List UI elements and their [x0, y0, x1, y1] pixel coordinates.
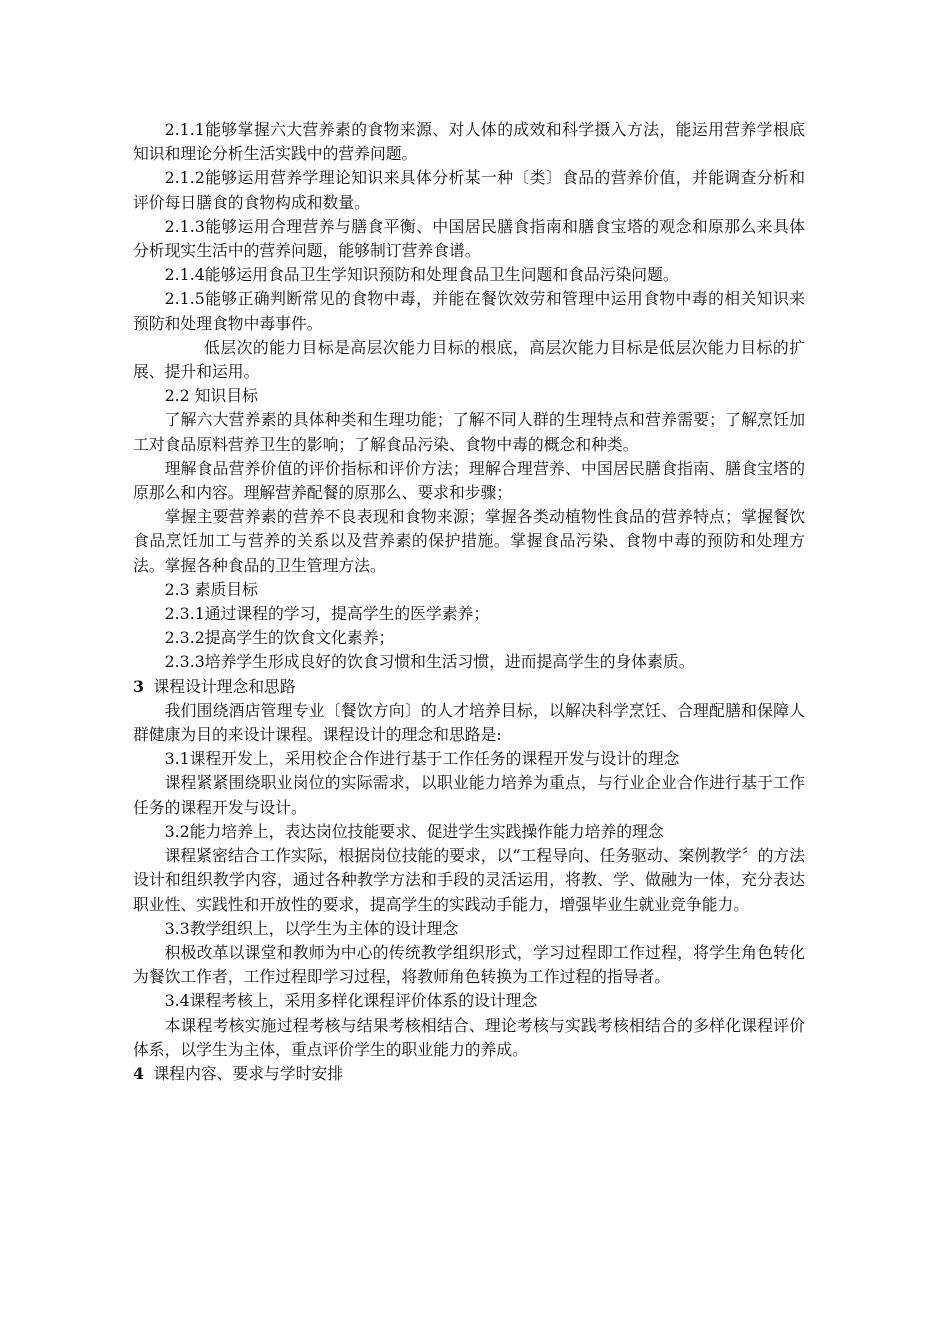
paragraph: 课程紧密结合工作实际，根据岗位技能的要求，以“工程导向、任务驱动、案例教学〞的方法设计和组织教学内容，通过各种教学方法和手段的灵活运用，将教、学、做融为一体，充分表达职业性、实践性和开放性的要求，提高学生的实践动手能力，增强毕业生就业竞争能力。 — [133, 846, 805, 914]
heading-section-4 — [133, 1062, 805, 1086]
paragraph: 3.2能力培养上，表达岗位技能要求、促进学生实践操作能力培养的理念 — [164, 821, 664, 841]
paragraph: 2.3.1通过课程的学习，提高学生的医学素养； — [164, 604, 490, 624]
paragraph: 理解食品营养价值的评价指标和评价方法；理解合理营养、中国居民膳食指南、膳食宝塔的原那么和内容。理解营养配餐的原那么、要求和步骤； — [133, 458, 805, 503]
paragraph: 2.2 知识目标 — [164, 386, 258, 406]
paragraph: 课程紧紧围绕职业岗位的实际需求，以职业能力培养为重点，与行业企业合作进行基于工作任务的课程开发与设计。 — [133, 773, 805, 817]
paragraph: 3.3教学组织上，以学生为主体的设计理念 — [164, 918, 459, 938]
heading-number: 4 — [133, 1063, 144, 1083]
paragraph: 2.3 素质目标 — [164, 579, 258, 599]
heading-text: 课程内容、要求与学时安排 — [153, 1063, 344, 1083]
document-page — [133, 118, 805, 1086]
heading-section-3 — [133, 675, 805, 699]
paragraph: 3.4课程考核上，采用多样化课程评价体系的设计理念 — [164, 991, 538, 1011]
paragraph: 2.1.1能够掌握六大营养素的食物来源、对人体的成效和科学摄入方法，能运用营养学根底知识和理论分析生活实践中的营养问题。 — [133, 120, 805, 164]
section-3-body — [133, 699, 805, 1062]
paragraph: 积极改革以课堂和教师为中心的传统教学组织形式，学习过程即工作过程，将学生角色转化为餐饮工作者，工作过程即学习过程，将教师角色转换为工作过程的指导者。 — [133, 942, 805, 987]
paragraph: 2.1.3能够运用合理营养与膳食平衡、中国居民膳食指南和膳食宝塔的观念和原那么来具体分析现实生活中的营养问题，能够制订营养食谱。 — [133, 216, 805, 261]
paragraph: 2.1.5能够正确判断常见的食物中毒，并能在餐饮效劳和管理中运用食物中毒的相关知识来预防和处理食物中毒事件。 — [133, 289, 805, 333]
paragraph: 掌握主要营养素的营养不良表现和食物来源；掌握各类动植物性食品的营养特点；掌握餐饮食品烹饪加工与营养的关系以及营养素的保护措施。掌握食品污染、食物中毒的预防和处理方法。掌握各种食品的卫生管理方法。 — [133, 507, 805, 575]
paragraph: 低层次的能力目标是高层次能力目标的根底，高层次能力目标是低层次能力目标的扩展、提升和运用。 — [133, 337, 805, 382]
paragraph: 我们围绕酒店管理专业〔餐饮方向〕的人才培养目标，以解决科学烹饪、合理配膳和保障人群健康为目的来设计课程。课程设计的理念和思路是: — [133, 700, 805, 745]
paragraph: 了解六大营养素的具体种类和生理功能；了解不同人群的生理特点和营养需要；了解烹饪加工对食品原料营养卫生的影响；了解食品污染、食物中毒的概念和种类。 — [133, 410, 805, 454]
paragraph: 2.3.3培养学生形成良好的饮食习惯和生活习惯，进而提高学生的身体素质。 — [164, 652, 695, 672]
heading-number: 3 — [133, 676, 144, 696]
paragraph: 本课程考核实施过程考核与结果考核相结合、理论考核与实践考核相结合的多样化课程评价体系，以学生为主体，重点评价学生的职业能力的养成。 — [133, 1015, 805, 1059]
heading-text: 课程设计理念和思路 — [153, 676, 296, 696]
paragraph: 2.3.2提高学生的饮食文化素养； — [164, 628, 395, 648]
paragraph: 2.1.4能够运用食品卫生学知识预防和处理食品卫生问题和食品污染问题。 — [164, 265, 679, 285]
section-2-goals — [133, 118, 805, 675]
paragraph: 2.1.2能够运用营养学理论知识来具体分析某一种〔类〕食品的营养价值，并能调查分析和评价每日膳食的食物构成和数量。 — [133, 168, 805, 212]
paragraph: 3.1课程开发上，采用校企合作进行基于工作任务的课程开发与设计的理念 — [164, 749, 680, 769]
